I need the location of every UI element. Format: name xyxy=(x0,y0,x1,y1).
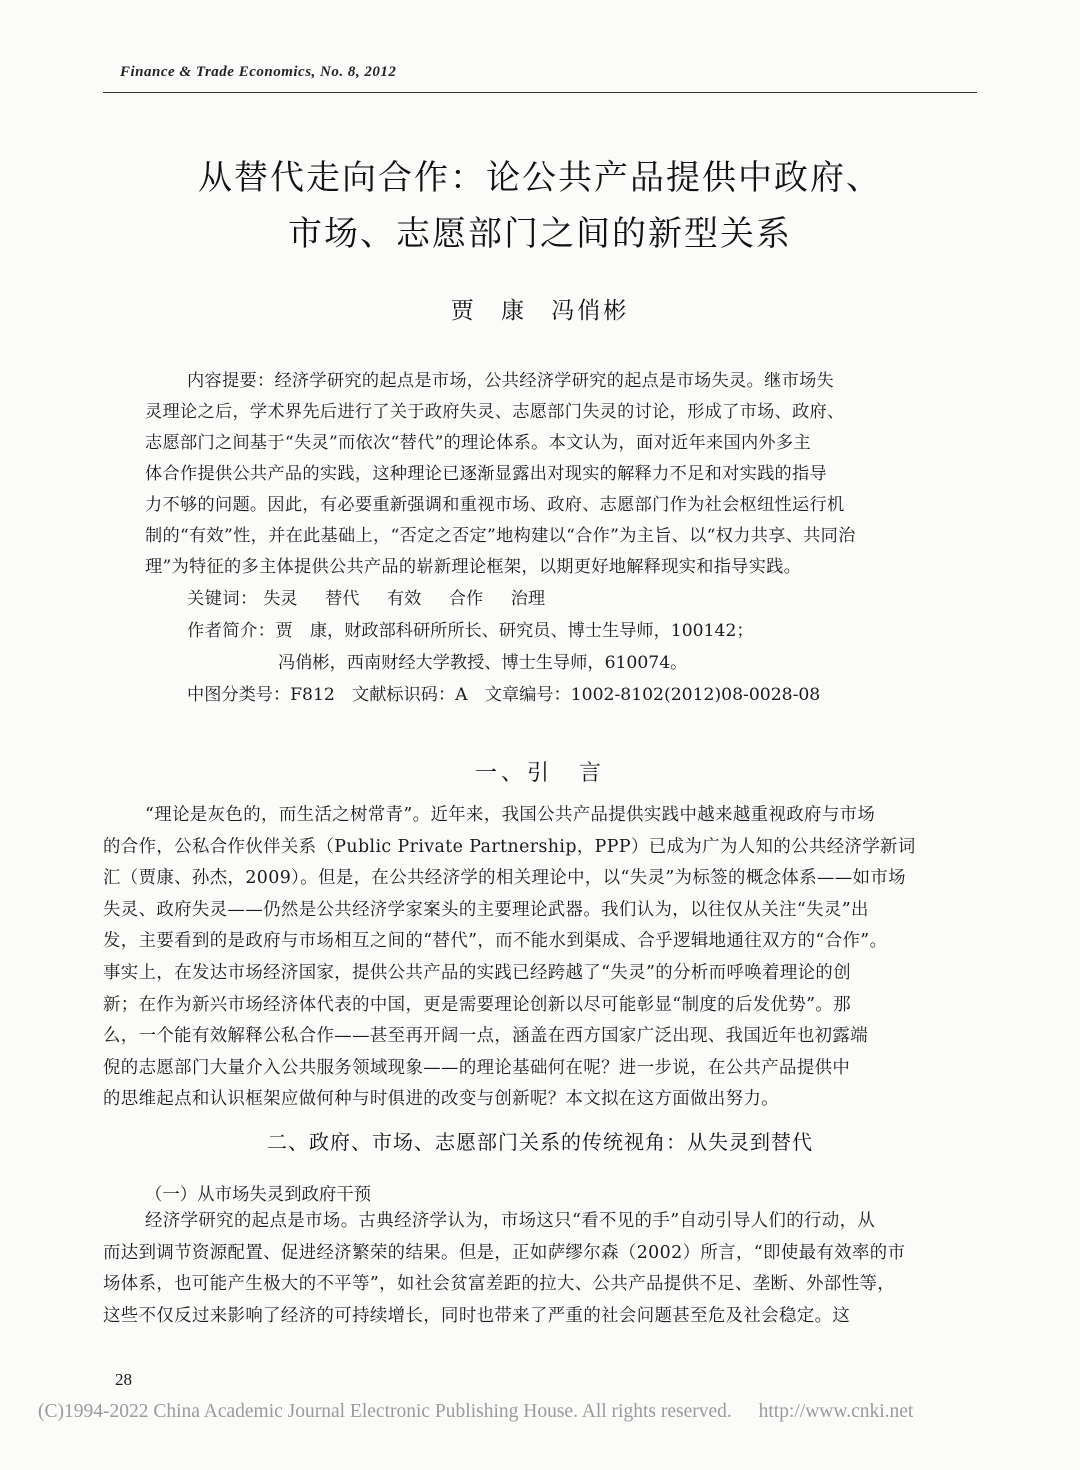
abstract xyxy=(145,366,940,583)
body-section-2 xyxy=(103,1206,977,1332)
body-line: 这些不仅反过来影响了经济的可持续增长，同时也带来了严重的社会问题甚至危及社会稳定。这 xyxy=(103,1305,851,1326)
author-intro-line: 冯俏彬，西南财经大学教授、博士生导师，610074。 xyxy=(278,653,688,673)
abstract-line: 制的“有效”性，并在此基础上，“否定之否定”地构建以“合作”为主旨、以“权力共享、共同治 xyxy=(145,526,856,546)
abstract-line: 内容提要：经济学研究的起点是市场，公共经济学研究的起点是市场失灵。继市场失 xyxy=(187,371,835,391)
keywords-label: 关键词： xyxy=(187,589,258,609)
keyword: 替代 xyxy=(325,589,360,609)
body-line: 倪的志愿部门大量介入公共服务领域现象——的理论基础何在呢？进一步说，在公共产品提供中 xyxy=(103,1057,851,1078)
keyword: 治理 xyxy=(510,589,546,609)
abstract-line: 体合作提供公共产品的实践，这种理论已逐渐显露出对现实的解释力不足和对实践的指导 xyxy=(145,464,828,484)
body-line: 么，一个能有效解释公私合作——甚至再开阔一点，涵盖在西方国家广泛出现、我国近年也初露端 xyxy=(103,1026,869,1047)
copyright-text: (C)1994-2022 China Academic Journal Electronic Publishing House. All rights reserved. xyxy=(38,1401,732,1422)
title-line: 市场、志愿部门之间的新型关系 xyxy=(288,214,792,254)
keyword: 合作 xyxy=(448,589,484,609)
journal-header: Finance & Trade Economics, No. 8, 2012 xyxy=(120,64,397,80)
body-section-1 xyxy=(103,800,977,1116)
classification: 中图分类号：F812 文献标识码：A 文章编号：1002-8102(2012)08-0028-08 xyxy=(187,685,821,705)
abstract-line: 理”为特征的多主体提供公共产品的崭新理论框架，以期更好地解释现实和指导实践。 xyxy=(145,557,802,577)
abstract-line: 志愿部门之间基于“失灵”而依次“替代”的理论体系。本文认为，面对近年来国内外多主 xyxy=(145,433,811,453)
copyright-footer xyxy=(38,1401,1038,1423)
body-line: 发，主要看到的是政府与市场相互之间的“替代”，而不能水到渠成、合乎逻辑地通往双方的“合作”。 xyxy=(103,931,888,952)
body-line: 经济学研究的起点是市场。古典经济学认为，市场这只“看不见的手”自动引导人们的行动，从 xyxy=(145,1211,876,1231)
copyright-url[interactable]: http://www.cnki.net xyxy=(758,1401,914,1422)
keywords xyxy=(187,584,567,609)
body-line: 汇（贾康、孙杰，2009）。但是，在公共经济学的相关理论中，以“失灵”为标签的概念体系——如市场 xyxy=(103,868,906,889)
body-line: 失灵、政府失灵——仍然是公共经济学家案头的主要理论武器。我们认为，以往仅从关注“失灵”出 xyxy=(103,899,869,920)
body-line: 场体系，也可能产生极大的不平等”，如社会贫富差距的拉大、公共产品提供不足、垄断、外部性等， xyxy=(103,1274,896,1295)
author-intro-2 xyxy=(278,648,687,673)
section-heading: 二、政府、市场、志愿部门关系的传统视角：从失灵到替代 xyxy=(267,1130,813,1154)
body-line: 的合作，公私合作伙伴关系（Public Private Partnership，PPP）已成为广为人知的公共经济学新词 xyxy=(103,836,916,857)
author-intro-line: 贾 康，财政部科研所所长、研究员、博士生导师，100142； xyxy=(275,621,754,641)
article-title xyxy=(100,150,980,262)
keyword: 失灵 xyxy=(263,589,298,609)
keyword: 有效 xyxy=(386,589,422,609)
title-line: 从替代走向合作：论公共产品提供中政府、 xyxy=(198,158,882,198)
body-line: “理论是灰色的，而生活之树常青”。近年来，我国公共产品提供实践中越来越重视政府与市场 xyxy=(145,805,876,825)
abstract-line: 力不够的问题。因此，有必要重新强调和重视市场、政府、志愿部门作为社会枢纽性运行机 xyxy=(145,495,845,515)
header-rule xyxy=(103,92,977,93)
body-line: 的思维起点和认识框架应做何种与时俱进的改变与创新呢？本文拟在这方面做出努力。 xyxy=(103,1089,780,1110)
body-line: 事实上，在发达市场经济国家，提供公共产品的实践已经跨越了“失灵”的分析而呼唤着理论的创 xyxy=(103,962,852,983)
subsection-heading: （一）从市场失灵到政府干预 xyxy=(145,1185,372,1205)
body-line: 新；在作为新兴市场经济体代表的中国，更是需要理论创新以尽可能彰显“制度的后发优势”。那 xyxy=(103,994,852,1015)
author-intro-label: 作者简介： xyxy=(187,621,276,641)
section-heading: 一、引 言 xyxy=(474,761,605,786)
page-number: 28 xyxy=(115,1370,132,1389)
body-line: 而达到调节资源配置、促进经济繁荣的结果。但是，正如萨缪尔森（2002）所言，“即使最有效率的市 xyxy=(103,1242,906,1263)
abstract-line: 灵理论之后，学术界先后进行了关于政府失灵、志愿部门失灵的讨论，形成了市场、政府、 xyxy=(145,402,845,422)
author-intro xyxy=(187,616,754,641)
authors: 贾 康 冯俏彬 xyxy=(450,298,630,324)
